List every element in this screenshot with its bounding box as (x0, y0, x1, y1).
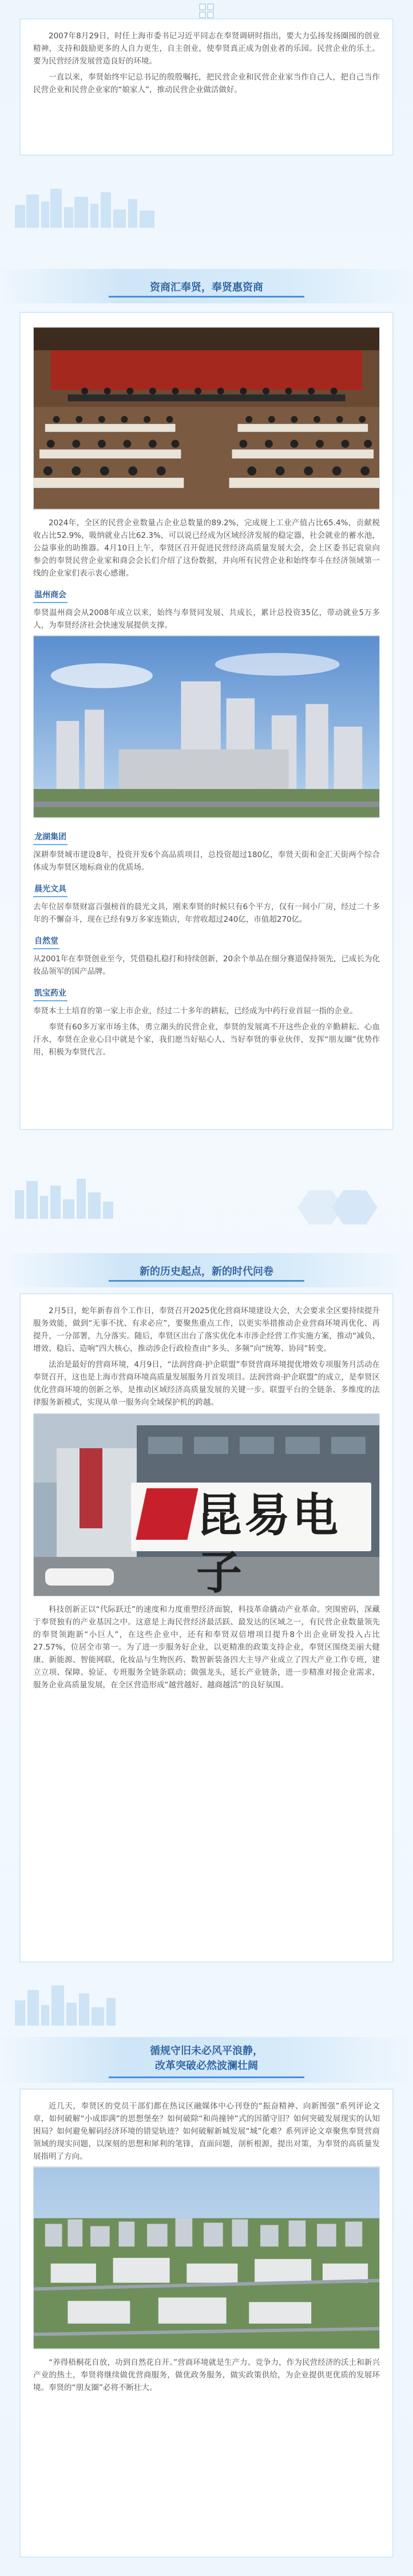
intro-paragraph-2: 一直以来，奉贤始终牢记总书记的殷殷嘱托，把民营企业和民营企业家当作自己人，把自己当作民营企业和民营企业家的“娘家人”，推动民营企业做活做好。 (33, 73, 380, 94)
section2-paragraph-1: 2月5日，蛇年新春首个工作日，奉贤召开2025优化营商环境建设大会，大会要求全区要持续提升服务效能，做到“无事不扰、有求必应”，要聚焦重点工作，以更实举措推动企业营商环境再优化、再提升，一分部署，九分落实。随后，奉贤区出台了落实优化本市涉企经营工作实施方案，推动“减负、增效、稳后、造响”四大核心，推动涉企行政检查由“多头、多频”向“统筹、协同”转变。 (33, 1306, 380, 1353)
section2-paragraph-2: 法治是最好的营商环境，4月9日，“法润营商·护企联盟”奉贤营商环境提优增效专项服务月活动在奉贤召开，这也是上海市营商环境高质量发展服务月首发项目。法润营商·护企联盟”的成立，是奉贤区优化营商环境的创新之举，是推动区域经济高质量发展的关键一步。联盟平台的全链条、多维度的法律服务新模式，实现从单一服务向全域保护机的跨越。 (33, 1360, 380, 1407)
section3-paragraph-2: “养得梧桐花自放，功到自然花自开。”营商环境就是生产力、竞争力，作为民营经济的沃土和新兴产业的热土，奉贤将继续做优营商服务，做优政务服务，做实政策供给，为企业提供更优质的发展环境。奉贤的“朋友圈”必将不断壮大。 (33, 2358, 380, 2392)
section2-title: 新的历史起点，新的时代问卷 (140, 1266, 273, 1278)
skyline-decoration (15, 182, 164, 228)
section1-paragraph: 2024年，全区的民营企业数量占企业总数量的89.2%，完成规上工业产值占比65.4%，贡献税收占比52.9%，吸纳就业占比62.3%，可以说已经成为区域经济发展的稳定器，社会就业的蓄水池，公益事业的助推器。4月10日上午，奉贤区召开促进民营经济高质量发展大会，会上区委书记袁泉向参会的奉贤民营企业家和商会会长们介绍了这份数据，并向所有民营企业和始终奉斗在经济领域第一线的企业家们表示衷心感谢。 (33, 518, 380, 578)
company-name-wenzhou: 温州商会 (33, 588, 67, 603)
section1-banner (0, 269, 413, 303)
section1-closing: 奉贤有60多万家市场主体，勇立潮头的民营企业，奉贤的发展离不开这些企业的辛勤耕耘。心血汗水，奉贤在企业心目中就是个家，我们愿当好贴心人、当好奉贤的事业伙伴，发挥“朋友圈”优势作用，积极为奉贤代言。 (33, 1023, 380, 1057)
intro-card (19, 18, 394, 156)
city-skyline-photo (33, 635, 380, 818)
section1-card (19, 312, 394, 1130)
company-text-wenzhou: 奉贤温州商会从2008年成立以来，始终与奉贤同发展、共成长，累计总投资35亿，带动就业5万多人，为奉贤经济社会快速发展提供支撑。 (33, 608, 380, 630)
hexagon-decoration (297, 1190, 383, 1224)
section3-card (19, 2088, 394, 2558)
section3-title-line1: 循规守旧未必风平浪静， (150, 2045, 263, 2057)
section3-title-line2: 改革突破必然波澜壮阔 (155, 2060, 258, 2072)
company-name-chenguang: 晨光文具 (33, 882, 67, 897)
section3-banner (0, 2037, 413, 2083)
section3-paragraph-1: 近几天，奉贤区的党员干部们都在热议区融媒体中心刊登的“振奋精神、向新图强”系列评论文章，如何破解“小成即满”的思想堡垒？如何破除“和尚撞钟”式的因循守旧？如何突破发展现实的认知困局？如何避免解码经济环境的错觉轨迹？如何破解新城发展“城”化难？系列评论文章聚焦奉贤营商领域的现实问题，以深刻的思想和犀利的笔锋，直面问题，剖析根源，提出对策，为奉贤的高质量发展指明了方向。 (33, 2102, 380, 2161)
company-text-chenguang: 去年位居奉贤财富百强榜首的晨光文具，刚来奉贤的时候只有6个平方，仅有一间小厂房，经过二十多年的不懈奋斗，现在已经有9万多家连锁店，年营收超过240亿，市值超270亿。 (33, 902, 380, 924)
section2-banner (0, 1253, 413, 1287)
company-name-kaibao: 凯宝药业 (33, 986, 67, 1001)
company-text-longhu: 深耕奉贤城市建设8年，投资开发6个高品质项目，总投资超过180亿，奉贤天街和金汇天街两个综合体成为奉贤区地标商业的优质场。 (33, 850, 380, 872)
company-building-photo (33, 1413, 380, 1596)
company-text-kaibao: 奉贤本土土培育的第一家上市企业，经过二十多年的耕耘，已经成为中药行业首屈一指的企业。 (33, 1006, 358, 1016)
company-text-ziranstang: 从2001年在奉贤创业至今，凭借稳扎稳打和持续创新，20余个单品在细分赛道保持领先，已成长为化妆品领军的国产品牌。 (33, 954, 380, 976)
section2-card (19, 1293, 394, 1963)
aerial-city-photo (33, 2166, 380, 2349)
company-name-longhu: 龙湖集团 (33, 830, 67, 845)
company-name-ziranstang: 自然堂 (33, 934, 59, 949)
title-underline (109, 2076, 304, 2078)
company-sign-text: 昆易电子 (196, 1489, 340, 1596)
meeting-hall-photo (33, 327, 380, 510)
skyline-decoration (15, 1173, 129, 1219)
section2-paragraph-3: 科技创新正以“代际跃迁”的速度和力度重塑经济面貌，科技革命撬动产业革命。突围密码，深藏于奉贤独有的产业基因之中。这意是上海民营经济最活跃、最发达的区域之一，有民营企业数量领先的奉贤领跑新“小巨人”，在这些企业中，还有和奉贤双倍增项目提升8个出企业研发投入占比27.57%，位居全市第一。为了进一步服务好企业，以更精准的政策支持企业，奉贤区围绕美丽大健康、新能源、智能网联、化妆品与生物医药、数智新装备四大主导产业成立了四大产业工作专班，建立立项、保障、验证、专班服务全链条联动；做强龙头，延长产业链条，进一步精准对接企业需求，服务企业高质量发展，在全区营造形成“越营越好、越商越活”的良好氛围。 (33, 1605, 380, 1690)
title-underline (109, 296, 304, 298)
intro-paragraph-1: 2007年8月29日，时任上海市委书记习近平同志在奉贤调研时指出，要大力弘扬发扬圈囤的创业精神，支持和鼓励更多的人自力更生，自主创业，使奉贤真正成为创业者的乐园。民营企业的乐土。要为民营经济发展营造良好的环境。 (33, 31, 380, 66)
title-underline (109, 1280, 304, 1282)
section1-title: 资商汇奉贤，奉贤惠资商 (150, 282, 263, 294)
top-decoration (182, 0, 230, 19)
skyline-decoration (15, 1980, 129, 2026)
